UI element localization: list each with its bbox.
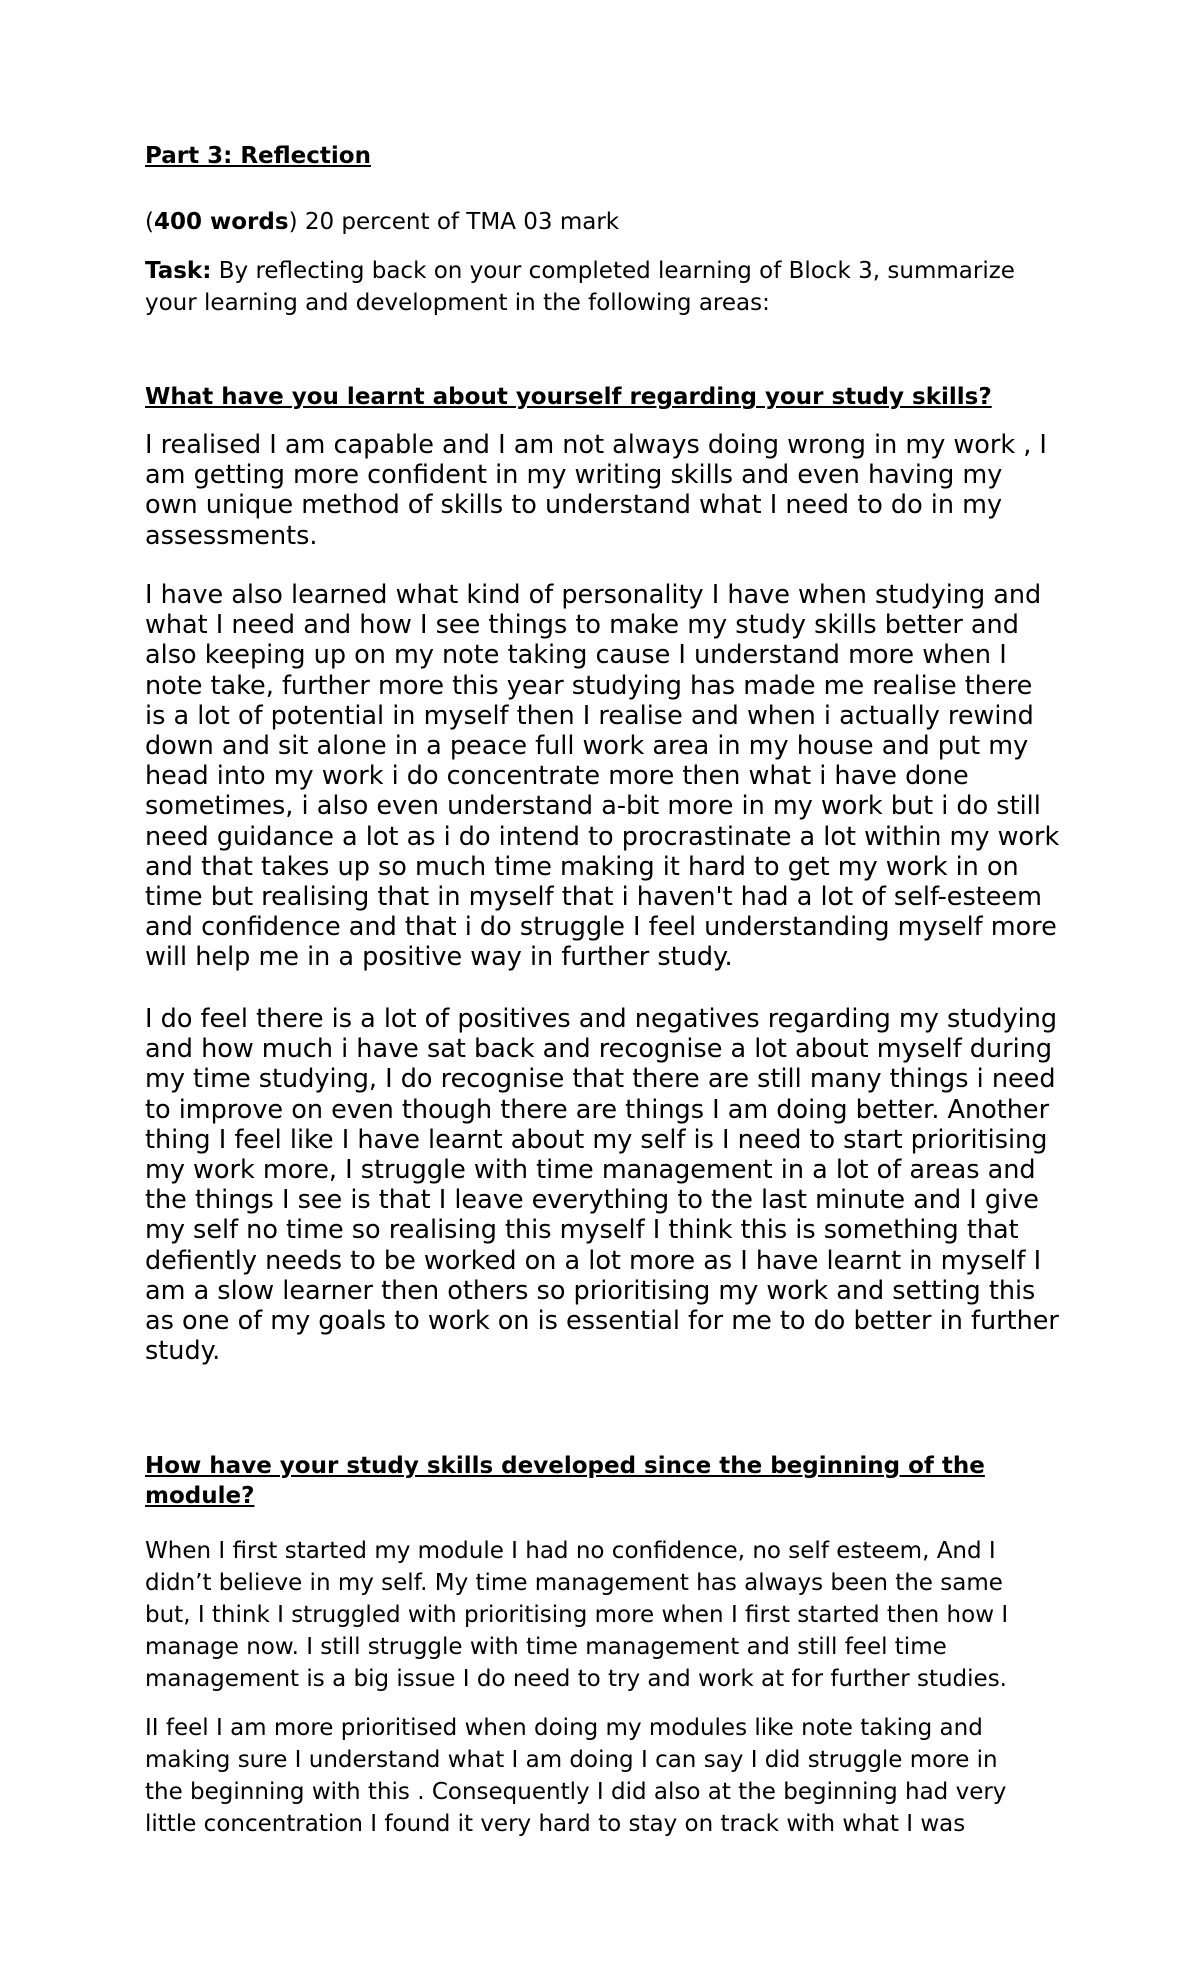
question-2-heading bbox=[145, 1451, 985, 1511]
word-limit-line bbox=[145, 206, 619, 238]
q1-p2-line: is a lot of potential in myself then I realise and when i actually rewind bbox=[145, 700, 1034, 731]
q1-p1-line: I realised I am capable and I am not always doing wrong in my work , I bbox=[145, 430, 1047, 460]
q1-p2-line: what I need and how I see things to make my study skills better and bbox=[145, 610, 1019, 641]
q1-p3-line: to improve on even though there are things I am doing better. Another bbox=[145, 1094, 1050, 1125]
q2-p2-line: the beginning with this . Consequently I did also at the beginning had very bbox=[145, 1779, 1007, 1805]
q1-p3-line: as one of my goals to work on is essential for me to do better in further bbox=[145, 1306, 1059, 1337]
q1-p3-line: am a slow learner then others so prioritising my work and setting this bbox=[145, 1275, 1036, 1306]
q2-p1-line: management is a big issue I do need to try and work at for further studies. bbox=[145, 1666, 1007, 1692]
q2-p2-line: little concentration I found it very hard to stay on track with what I was bbox=[145, 1811, 966, 1837]
task-label: Task: bbox=[145, 258, 212, 284]
word-limit-open: ( bbox=[145, 209, 154, 235]
q1-p1-line: am getting more confident in my writing skills and even having my bbox=[145, 460, 1003, 491]
q1-paragraph-3 bbox=[145, 1004, 1059, 1366]
q1-p2-line: also keeping up on my note taking cause I understand more when I bbox=[145, 640, 1007, 671]
q1-p2-line: and that takes up so much time making it hard to get my work in on bbox=[145, 851, 1019, 882]
q1-p2-line: time but realising that in myself that i haven't had a lot of self-esteem bbox=[145, 882, 1042, 913]
q1-p1-line: assessments. bbox=[145, 520, 318, 551]
q2-p1-line: When I first started my module I had no confidence, no self esteem, And I bbox=[145, 1538, 996, 1564]
q1-p3-line: I do feel there is a lot of positives and negatives regarding my studying bbox=[145, 1004, 1058, 1034]
q1-p1-line: own unique method of skills to understand what I need to do in my bbox=[145, 490, 1003, 521]
q2-p1-line: but, I think I struggled with prioritising more when I first started then how I bbox=[145, 1602, 1009, 1628]
q1-p3-line: my self no time so realising this myself I think this is something that bbox=[145, 1215, 1019, 1246]
q1-p2-line: I have also learned what kind of personality I have when studying and bbox=[145, 580, 1042, 610]
task-line-2: your learning and development in the following areas: bbox=[145, 290, 770, 316]
q2-p2-line: making sure I understand what I am doing I can say I did struggle more in bbox=[145, 1747, 998, 1773]
q1-p3-line: and how much i have sat back and recognise a lot about myself during bbox=[145, 1034, 1053, 1065]
q1-p2-line: and confidence and that i do struggle I feel understanding myself more bbox=[145, 912, 1057, 943]
part-title: Part 3: Reflection bbox=[145, 143, 371, 169]
q1-p3-line: defiently needs to be worked on a lot more as I have learnt in myself I bbox=[145, 1245, 1042, 1276]
question-1-heading: What have you learnt about yourself regarding your study skills? bbox=[145, 384, 992, 410]
q2-paragraph-2 bbox=[145, 1712, 1006, 1840]
q1-p2-line: sometimes, i also even understand a-bit more in my work but i do still bbox=[145, 791, 1041, 822]
q2-p1-line: manage now. I still struggle with time management and still feel time bbox=[145, 1634, 947, 1660]
q1-p3-line: thing I feel like I have learnt about my self is I need to start prioritising bbox=[145, 1124, 1048, 1155]
q1-p2-line: down and sit alone in a peace full work area in my house and put my bbox=[145, 731, 1029, 762]
q2-paragraph-1 bbox=[145, 1535, 1008, 1695]
q1-p3-line: the things I see is that I leave everything to the last minute and I give bbox=[145, 1185, 1039, 1216]
task-line-1 bbox=[145, 255, 1015, 287]
question-2-line-2: module? bbox=[145, 1483, 255, 1509]
task-paragraph bbox=[145, 255, 1015, 319]
word-limit-rest: ) 20 percent of TMA 03 mark bbox=[288, 209, 620, 235]
q1-paragraph-2 bbox=[145, 580, 1059, 973]
q1-p2-line: head into my work i do concentrate more then what i have done bbox=[145, 761, 969, 792]
q2-p2-line: II feel I am more prioritised when doing my modules like note taking and bbox=[145, 1715, 983, 1741]
q1-paragraph-1 bbox=[145, 430, 1047, 551]
q1-p2-line: need guidance a lot as i do intend to procrastinate a lot within my work bbox=[145, 821, 1060, 852]
task-text-1: By reflecting back on your completed learning of Block 3, summarize bbox=[211, 258, 1015, 284]
q2-p1-line: didn’t believe in my self. My time management has always been the same bbox=[145, 1570, 1003, 1596]
question-2-line-1: How have your study skills developed since the beginning of the bbox=[145, 1453, 985, 1479]
q1-p2-line: will help me in a positive way in further study. bbox=[145, 942, 733, 973]
q1-p3-line: my time studying, I do recognise that there are still many things i need bbox=[145, 1064, 1056, 1095]
q1-p3-line: my work more, I struggle with time management in a lot of areas and bbox=[145, 1155, 1036, 1186]
q1-p2-line: note take, further more this year studying has made me realise there bbox=[145, 670, 1033, 701]
q1-p3-line: study. bbox=[145, 1336, 221, 1367]
word-limit-count: 400 words bbox=[153, 209, 289, 235]
